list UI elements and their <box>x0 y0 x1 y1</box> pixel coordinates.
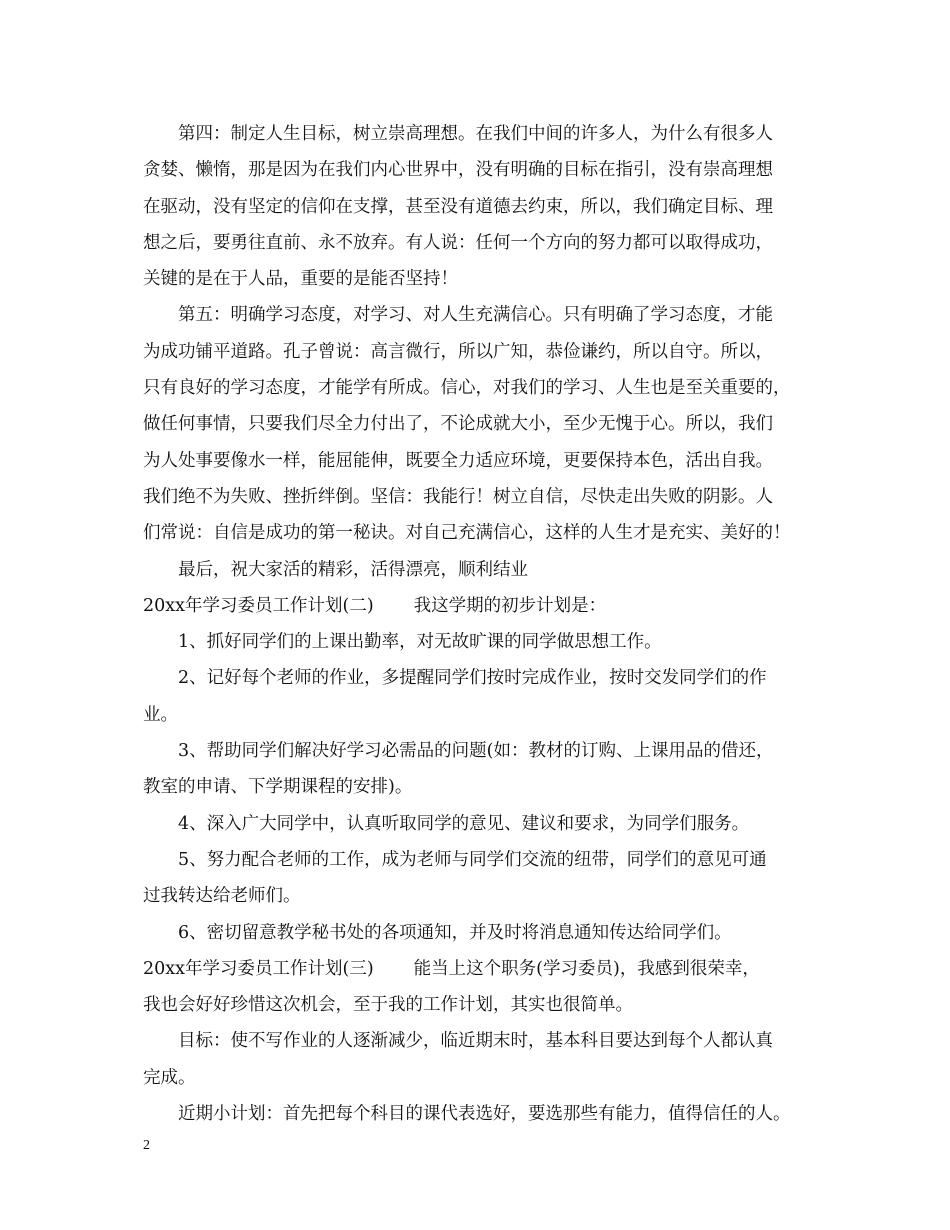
paragraph-line: 目标：使不写作业的人逐渐减少，临近期末时，基本科目要达到每个人都认真 <box>178 1031 773 1052</box>
paragraph-line: 想之后，要勇往直前、永不放弃。有人说：任何一个方向的努力都可以取得成功， <box>143 232 773 253</box>
document-body <box>143 116 833 1132</box>
paragraph-line: 我也会好好珍惜这次机会，至于我的工作计划，其实也很简单。 <box>143 995 633 1016</box>
list-item: 3、帮助同学们解决好学习必需品的问题(如：教材的订购、上课用品的借还， <box>178 741 774 762</box>
list-item: 4、深入广大同学中，认真听取同学的意见、建议和要求，为同学们服务。 <box>178 813 750 834</box>
section-intro: 我这学期的初步计划是： <box>413 595 607 616</box>
paragraph-line: 只有良好的学习态度，才能学有所成。信心，对我们的学习、人生也是至关重要的， <box>143 378 791 399</box>
section-intro: 能当上这个职务(学习委员)，我感到很荣幸， <box>413 958 760 979</box>
paragraph-line: 第五：明确学习态度，对学习、对人生充满信心。只有明确了学习态度，才能 <box>178 305 773 326</box>
paragraph-line: 完成。 <box>143 1067 196 1088</box>
paragraph-line: 为人处事要像水一样，能屈能伸，既要全力适应环境，更要保持本色，活出自我。 <box>143 450 773 471</box>
paragraph-line: 贪婪、懒惰，那是因为在我们内心世界中，没有明确的目标在指引，没有崇高理想 <box>143 160 773 181</box>
paragraph-line: 我们绝不为失败、挫折绊倒。坚信：我能行！树立自信，尽快走出失败的阴影。人 <box>143 486 773 507</box>
list-item: 5、努力配合老师的工作，成为老师与同学们交流的纽带，同学们的意见可通 <box>178 849 767 870</box>
paragraph-line: 最后，祝大家活的精彩，活得漂亮，顺利结业 <box>178 559 528 580</box>
paragraph-line: 们常说：自信是成功的第一秘诀。对自己充满信心，这样的人生才是充实、美好的！ <box>143 523 791 544</box>
paragraph-line: 近期小计划：首先把每个科目的课代表选好，要选那些有能力，值得信任的人。 <box>178 1104 791 1125</box>
paragraph-line: 第四：制定人生目标，树立崇高理想。在我们中间的许多人，为什么有很多人 <box>178 124 773 144</box>
list-item: 6、密切留意教学秘书处的各项通知，并及时将消息通知传达给同学们。 <box>178 922 732 943</box>
section-heading: 20xx年学习委员工作计划(二) <box>143 595 374 616</box>
paragraph-line: 做任何事情，只要我们尽全力付出了，不论成就大小，至少无愧于心。所以，我们 <box>143 414 773 435</box>
section-heading: 20xx年学习委员工作计划(三) <box>143 958 374 979</box>
paragraph-line: 过我转达给老师们。 <box>143 886 301 907</box>
paragraph-line: 教室的申请、下学期课程的安排)。 <box>143 777 413 798</box>
list-item: 1、抓好同学们的上课出勤率，对无故旷课的同学做思想工作。 <box>178 632 662 653</box>
list-item: 2、记好每个老师的作业，多提醒同学们按时完成作业，按时交发同学们的作 <box>178 668 767 689</box>
paragraph-line: 在驱动，没有坚定的信仰在支撑，甚至没有道德去约束，所以，我们确定目标、理 <box>143 196 773 217</box>
section-heading-line <box>143 588 833 624</box>
paragraph-line: 业。 <box>143 704 178 725</box>
section-heading-line <box>143 951 833 987</box>
paragraph-line: 关键的是在于人品，重要的是能否坚持！ <box>143 269 458 290</box>
page-number: 2 <box>143 1138 150 1153</box>
paragraph-line: 为成功铺平道路。孔子曾说：高言微行，所以广知，恭俭谦约，所以自守。所以， <box>143 341 773 362</box>
